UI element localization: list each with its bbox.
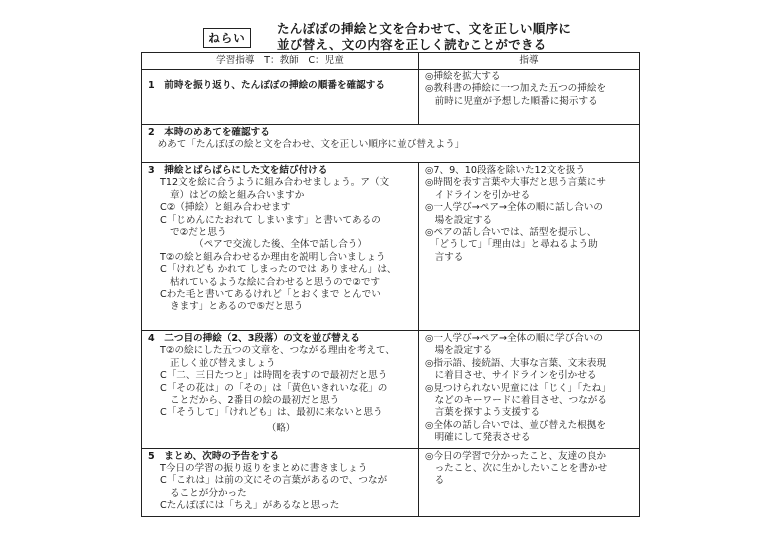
instruction-line: T今日の学習の振り返りをまとめに書きましょう [160, 463, 368, 475]
instruction-line: で②だと思う [170, 227, 227, 239]
objective-cell [142, 125, 640, 163]
table-row [142, 331, 640, 449]
guidance-line: に着目させ、サイドラインを引かせる [425, 370, 597, 382]
guidance-line: 「どうして」「理由は」と尋ねるよう助 [425, 239, 598, 251]
guidance-line: 言葉を探すよう支援する [425, 407, 541, 419]
guidance-line: ◎指示語、接続語、大事な言葉、文末表現 [425, 357, 607, 369]
guidance-line: ◎挿絵を拡大する [425, 71, 501, 82]
guidance-line: ◎見つけられない児童には「じく」「たね」 [425, 382, 611, 394]
instruction-line: 枯れているような絵に合わせると思うので②です [170, 276, 381, 288]
goal-label-box [203, 28, 251, 48]
goal-line: たんぽぽの挿絵と文を合わせて、文を正しい順序に [277, 21, 572, 36]
instruction-line: C「これは」は前の文にその言葉があるので、つなが [160, 475, 388, 487]
objective-text: めあて「たんぽぽの絵と文を合わせ、文を正しい順序に並び替えよう」 [148, 139, 465, 151]
instruction-cell [142, 163, 419, 331]
step-title: 1 前時を振り返り、たんぽぽの挿絵の順番を確認する [148, 80, 385, 91]
guidance-line: ◎今日の学習で分かったこと、友達の良か [425, 450, 607, 462]
guidance-cell [419, 70, 640, 125]
table-header-row [142, 53, 640, 70]
guidance-line: ったこと、次に生かしたいことを書かせ [425, 463, 608, 475]
instruction-line: （ペアで交流した後、全体で話し合う） [194, 239, 367, 251]
guidance-line: る [425, 475, 445, 487]
guidance-line: 場を設定する [425, 214, 493, 226]
table-row [142, 448, 640, 516]
table-row [142, 163, 640, 331]
goal-line: 並び替え、文の内容を正しく読むことができる [277, 37, 547, 52]
step-title: 4 二つ目の挿絵（2、3段落）の文を並び替える [148, 333, 360, 344]
instruction-line: T②の絵にした五つの文章を、つながる理由を考えて、 [160, 345, 395, 357]
lesson-plan-table [141, 52, 640, 517]
instruction-line: Cわた毛と書いてあるけれど「とおくまで とんでい [160, 289, 381, 301]
instruction-cell [142, 70, 419, 125]
goal-label: ねらい [208, 31, 246, 45]
table-row [142, 125, 640, 163]
guidance-line: 言する [425, 251, 464, 263]
guidance-line: ◎一人学び→ペア→全体の順に学び合いの [425, 333, 603, 344]
instruction-line: C「じめんにたおれて しまいます」と書いてあるの [160, 214, 381, 226]
step-title: 3 挿絵とばらばらにした文を結び付ける [148, 165, 328, 176]
table-row [142, 70, 640, 125]
instruction-line: Cたんぽぽには「ちえ」があるなと思った [160, 500, 340, 512]
instruction-line: 章）はどの絵と組み合いますか [170, 189, 305, 201]
guidance-line: 場を設定する [425, 345, 493, 357]
instruction-line: きます」とあるので⑤だと思う [170, 301, 304, 313]
guidance-line: ◎ペアの話し合いでは、話型を提示し、 [425, 227, 597, 239]
step-title: 2 本時のめあてを確認する [148, 127, 270, 138]
instruction-cell [142, 448, 419, 516]
instruction-line: T12文を絵に合うように組み合わせましょう。ア（文 [160, 177, 390, 189]
omission-note: （略） [266, 422, 296, 434]
instruction-line: 正しく並び替えましょう [170, 357, 276, 369]
guidance-line: ◎7、9、10段落を除いた12文を扱う [425, 165, 586, 176]
instruction-line: C「そうして」「けれども」は、最初に来ないと思う [160, 407, 383, 419]
guidance-line: ◎一人学び→ペア→全体の順に話し合いの [425, 202, 603, 214]
goal-statement [277, 21, 637, 53]
guidance-cell [419, 448, 640, 516]
guidance-cell [419, 163, 640, 331]
instruction-line: T②の絵と組み合わせるか理由を説明し合いましょう [160, 251, 386, 263]
instruction-line: C「けれども かれて しまったのでは ありません」は、 [160, 264, 397, 276]
instruction-line: C「二、三日たつと」は時間を表すので最初だと思う [160, 370, 388, 382]
column-header-guidance: 指導 [419, 53, 640, 70]
column-header-instruction: 学習指導 T：教師 C：児童 [142, 53, 419, 70]
step-title: 5 まとめ、次時の予告をする [148, 450, 280, 462]
guidance-line: などのキーワードに着目させ、つながる [425, 395, 607, 407]
guidance-line: 明確にして発表させる [425, 432, 531, 444]
instruction-line: ることが分かった [170, 487, 247, 499]
guidance-line: ◎教科書の挿絵に一つ加えた五つの挿絵を [425, 83, 607, 95]
instruction-cell [142, 331, 419, 449]
guidance-line: ◎全体の話し合いでは、並び替えた根拠を [425, 419, 607, 431]
instruction-line: C「その花は」の「その」は「黄色いきれいな花」の [160, 382, 388, 394]
instruction-line: C②（挿絵）と組み合わせます [160, 202, 291, 214]
instruction-line: ことだから、2番目の絵の最初だと思う [170, 395, 340, 407]
guidance-line: 前時に児童が予想した順番に掲示する [425, 95, 598, 107]
guidance-line: イドラインを引かせる [425, 189, 531, 201]
guidance-line: ◎時間を表す言葉や大事だと思う言葉にサ [425, 177, 607, 189]
guidance-cell [419, 331, 640, 449]
